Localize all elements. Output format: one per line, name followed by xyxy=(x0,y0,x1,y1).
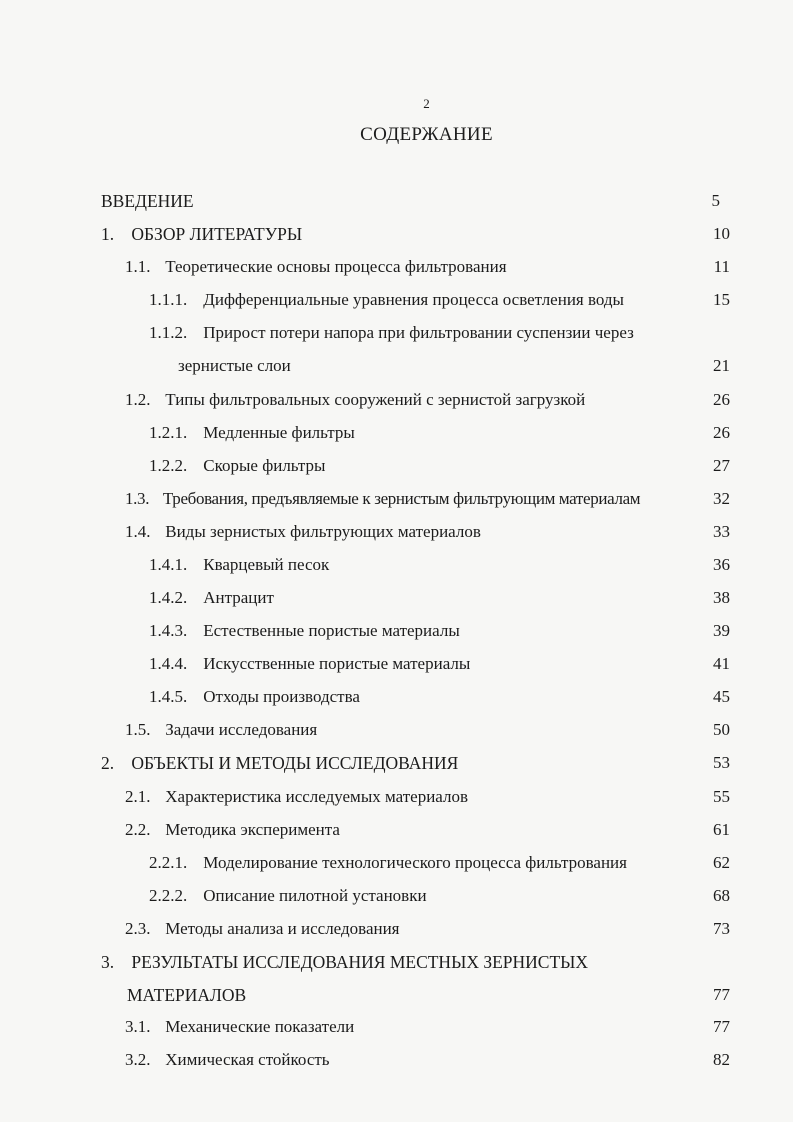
toc-entry-page: 39 xyxy=(713,621,730,640)
toc-entry[interactable] xyxy=(149,621,460,641)
toc-entry-text: Задачи исследования xyxy=(165,720,318,739)
toc-entry[interactable] xyxy=(101,952,588,972)
toc-entry[interactable] xyxy=(149,323,634,343)
toc-entry-text: Прирост потери напора при фильтровании суспензии через xyxy=(203,323,634,342)
toc-entry-number: 1.4.5. xyxy=(149,687,188,706)
toc-entry-page: 15 xyxy=(713,290,730,309)
toc-entry-page: 55 xyxy=(713,787,730,806)
toc-entry-number: 3. xyxy=(101,952,115,972)
toc-entry-page: 26 xyxy=(713,390,730,409)
toc-entry-page: 36 xyxy=(713,555,730,574)
toc-entry-page: 27 xyxy=(713,456,730,475)
toc-entry-page: 21 xyxy=(713,356,730,375)
toc-entry[interactable] xyxy=(149,687,360,707)
toc-entry-number: 2.2. xyxy=(125,820,151,839)
toc-entry-page: 53 xyxy=(713,753,730,772)
toc-entry[interactable] xyxy=(149,555,329,575)
toc-entry-page: 73 xyxy=(713,919,730,938)
toc-entry-page: 32 xyxy=(713,489,730,508)
toc-entry-text: МАТЕРИАЛОВ xyxy=(127,985,247,1005)
toc-entry[interactable] xyxy=(149,654,470,674)
toc-entry-text: Теоретические основы процесса фильтрования xyxy=(165,257,507,276)
toc-entry-number: 1.1. xyxy=(125,257,151,276)
toc-entry[interactable] xyxy=(149,290,624,310)
toc-entry-number: 1.2.1. xyxy=(149,423,188,442)
toc-entry-number: 1.4.4. xyxy=(149,654,188,673)
toc-entry-page: 68 xyxy=(713,886,730,905)
toc-entry-page: 62 xyxy=(713,853,730,872)
toc-entry[interactable] xyxy=(125,919,400,939)
toc-entry[interactable] xyxy=(125,720,317,740)
toc-entry-text: зернистые слои xyxy=(178,356,291,375)
toc-entry[interactable] xyxy=(125,1017,354,1037)
toc-entry-text: Скорые фильтры xyxy=(203,456,326,475)
toc-entry-number: 1.5. xyxy=(125,720,151,739)
toc-entry-continuation[interactable] xyxy=(178,356,291,376)
toc-entry[interactable] xyxy=(149,853,627,873)
toc-entry[interactable] xyxy=(149,588,274,608)
toc-entry-number: 3.1. xyxy=(125,1017,151,1036)
toc-entry-number: 1.3. xyxy=(125,489,150,508)
toc-entry-page: 11 xyxy=(713,257,730,276)
toc-entry-page: 61 xyxy=(713,820,730,839)
toc-entry[interactable] xyxy=(101,191,194,211)
toc-entry-text: Искусственные пористые материалы xyxy=(203,654,471,673)
toc-entry-text: Медленные фильтры xyxy=(203,423,355,442)
toc-entry-page: 82 xyxy=(713,1050,730,1069)
toc-entry-text: Моделирование технологического процесса фильтрования xyxy=(203,853,627,872)
toc-entry-text: Механические показатели xyxy=(165,1017,355,1036)
toc-entry-number: 1.4.1. xyxy=(149,555,188,574)
toc-entry[interactable] xyxy=(149,886,427,906)
toc-entry-text: Методика эксперимента xyxy=(165,820,340,839)
toc-entry-text: Методы анализа и исследования xyxy=(165,919,400,938)
toc-entry-text: Кварцевый песок xyxy=(203,555,330,574)
toc-entry-number: 1.4.2. xyxy=(149,588,188,607)
toc-entry-page: 5 xyxy=(711,191,720,210)
toc-entry-text: ВВЕДЕНИЕ xyxy=(101,191,194,211)
toc-entry-number: 3.2. xyxy=(125,1050,151,1069)
toc-entry-text: ОБЗОР ЛИТЕРАТУРЫ xyxy=(131,224,303,244)
toc-entry-number: 2.2.2. xyxy=(149,886,188,905)
toc-entry-continuation[interactable] xyxy=(127,985,246,1005)
toc-entry-text: Антрацит xyxy=(203,588,274,607)
toc-entry[interactable] xyxy=(125,257,507,277)
toc-entry-page: 50 xyxy=(713,720,730,739)
toc-entry-text: Отходы производства xyxy=(203,687,360,706)
toc-entry-number: 2. xyxy=(101,753,115,773)
toc-entry[interactable] xyxy=(101,224,302,244)
toc-entry-number: 1.4.3. xyxy=(149,621,188,640)
toc-entry[interactable] xyxy=(125,820,340,840)
toc-entry-page: 38 xyxy=(713,588,730,607)
toc-entry[interactable] xyxy=(125,489,640,509)
toc-entry-text: Характеристика исследуемых материалов xyxy=(165,787,469,806)
toc-entry-number: 1.2.2. xyxy=(149,456,188,475)
toc-entry-page: 77 xyxy=(713,1017,730,1036)
toc-entry[interactable] xyxy=(125,1050,330,1070)
toc-entry[interactable] xyxy=(149,456,325,476)
toc-entry-number: 2.1. xyxy=(125,787,151,806)
toc-entry-page: 45 xyxy=(713,687,730,706)
toc-entry-number: 1.1.2. xyxy=(149,323,188,342)
toc-entry-number: 1.4. xyxy=(125,522,151,541)
toc-entry-page: 77 xyxy=(713,985,730,1004)
toc-entry-number: 2.3. xyxy=(125,919,151,938)
toc-entry[interactable] xyxy=(149,423,355,443)
toc-entry-page: 33 xyxy=(713,522,730,541)
toc-entry-text: Химическая стойкость xyxy=(165,1050,330,1069)
toc-entry-number: 1.1.1. xyxy=(149,290,188,309)
toc-entry-page: 26 xyxy=(713,423,730,442)
toc-entry-text: Требования, предъявляемые к зернистым фильтрующим материалам xyxy=(162,489,641,508)
toc-entry-number: 1. xyxy=(101,224,115,244)
toc-entry-page: 10 xyxy=(713,224,730,243)
page-title: СОДЕРЖАНИЕ xyxy=(360,124,493,145)
toc-entry[interactable] xyxy=(125,787,468,807)
toc-entry-text: ОБЪЕКТЫ И МЕТОДЫ ИССЛЕДОВАНИЯ xyxy=(131,753,459,773)
page-number: 2 xyxy=(423,96,430,111)
toc-entry-number: 2.2.1. xyxy=(149,853,188,872)
toc-entry[interactable] xyxy=(125,522,481,542)
toc-entry[interactable] xyxy=(101,753,458,773)
toc-entry-text: Описание пилотной установки xyxy=(203,886,427,905)
toc-entry-text: РЕЗУЛЬТАТЫ ИССЛЕДОВАНИЯ МЕСТНЫХ ЗЕРНИСТЫХ xyxy=(131,952,589,972)
toc-entry-page: 41 xyxy=(713,654,730,673)
toc-entry-text: Типы фильтровальных сооружений с зернистой загрузкой xyxy=(165,390,586,409)
toc-entry-text: Естественные пористые материалы xyxy=(203,621,460,640)
toc-entry-number: 1.2. xyxy=(125,390,151,409)
toc-entry-text: Виды зернистых фильтрующих материалов xyxy=(165,522,481,541)
toc-entry[interactable] xyxy=(125,390,585,410)
toc-entry-text: Дифференциальные уравнения процесса осветления воды xyxy=(203,290,624,309)
